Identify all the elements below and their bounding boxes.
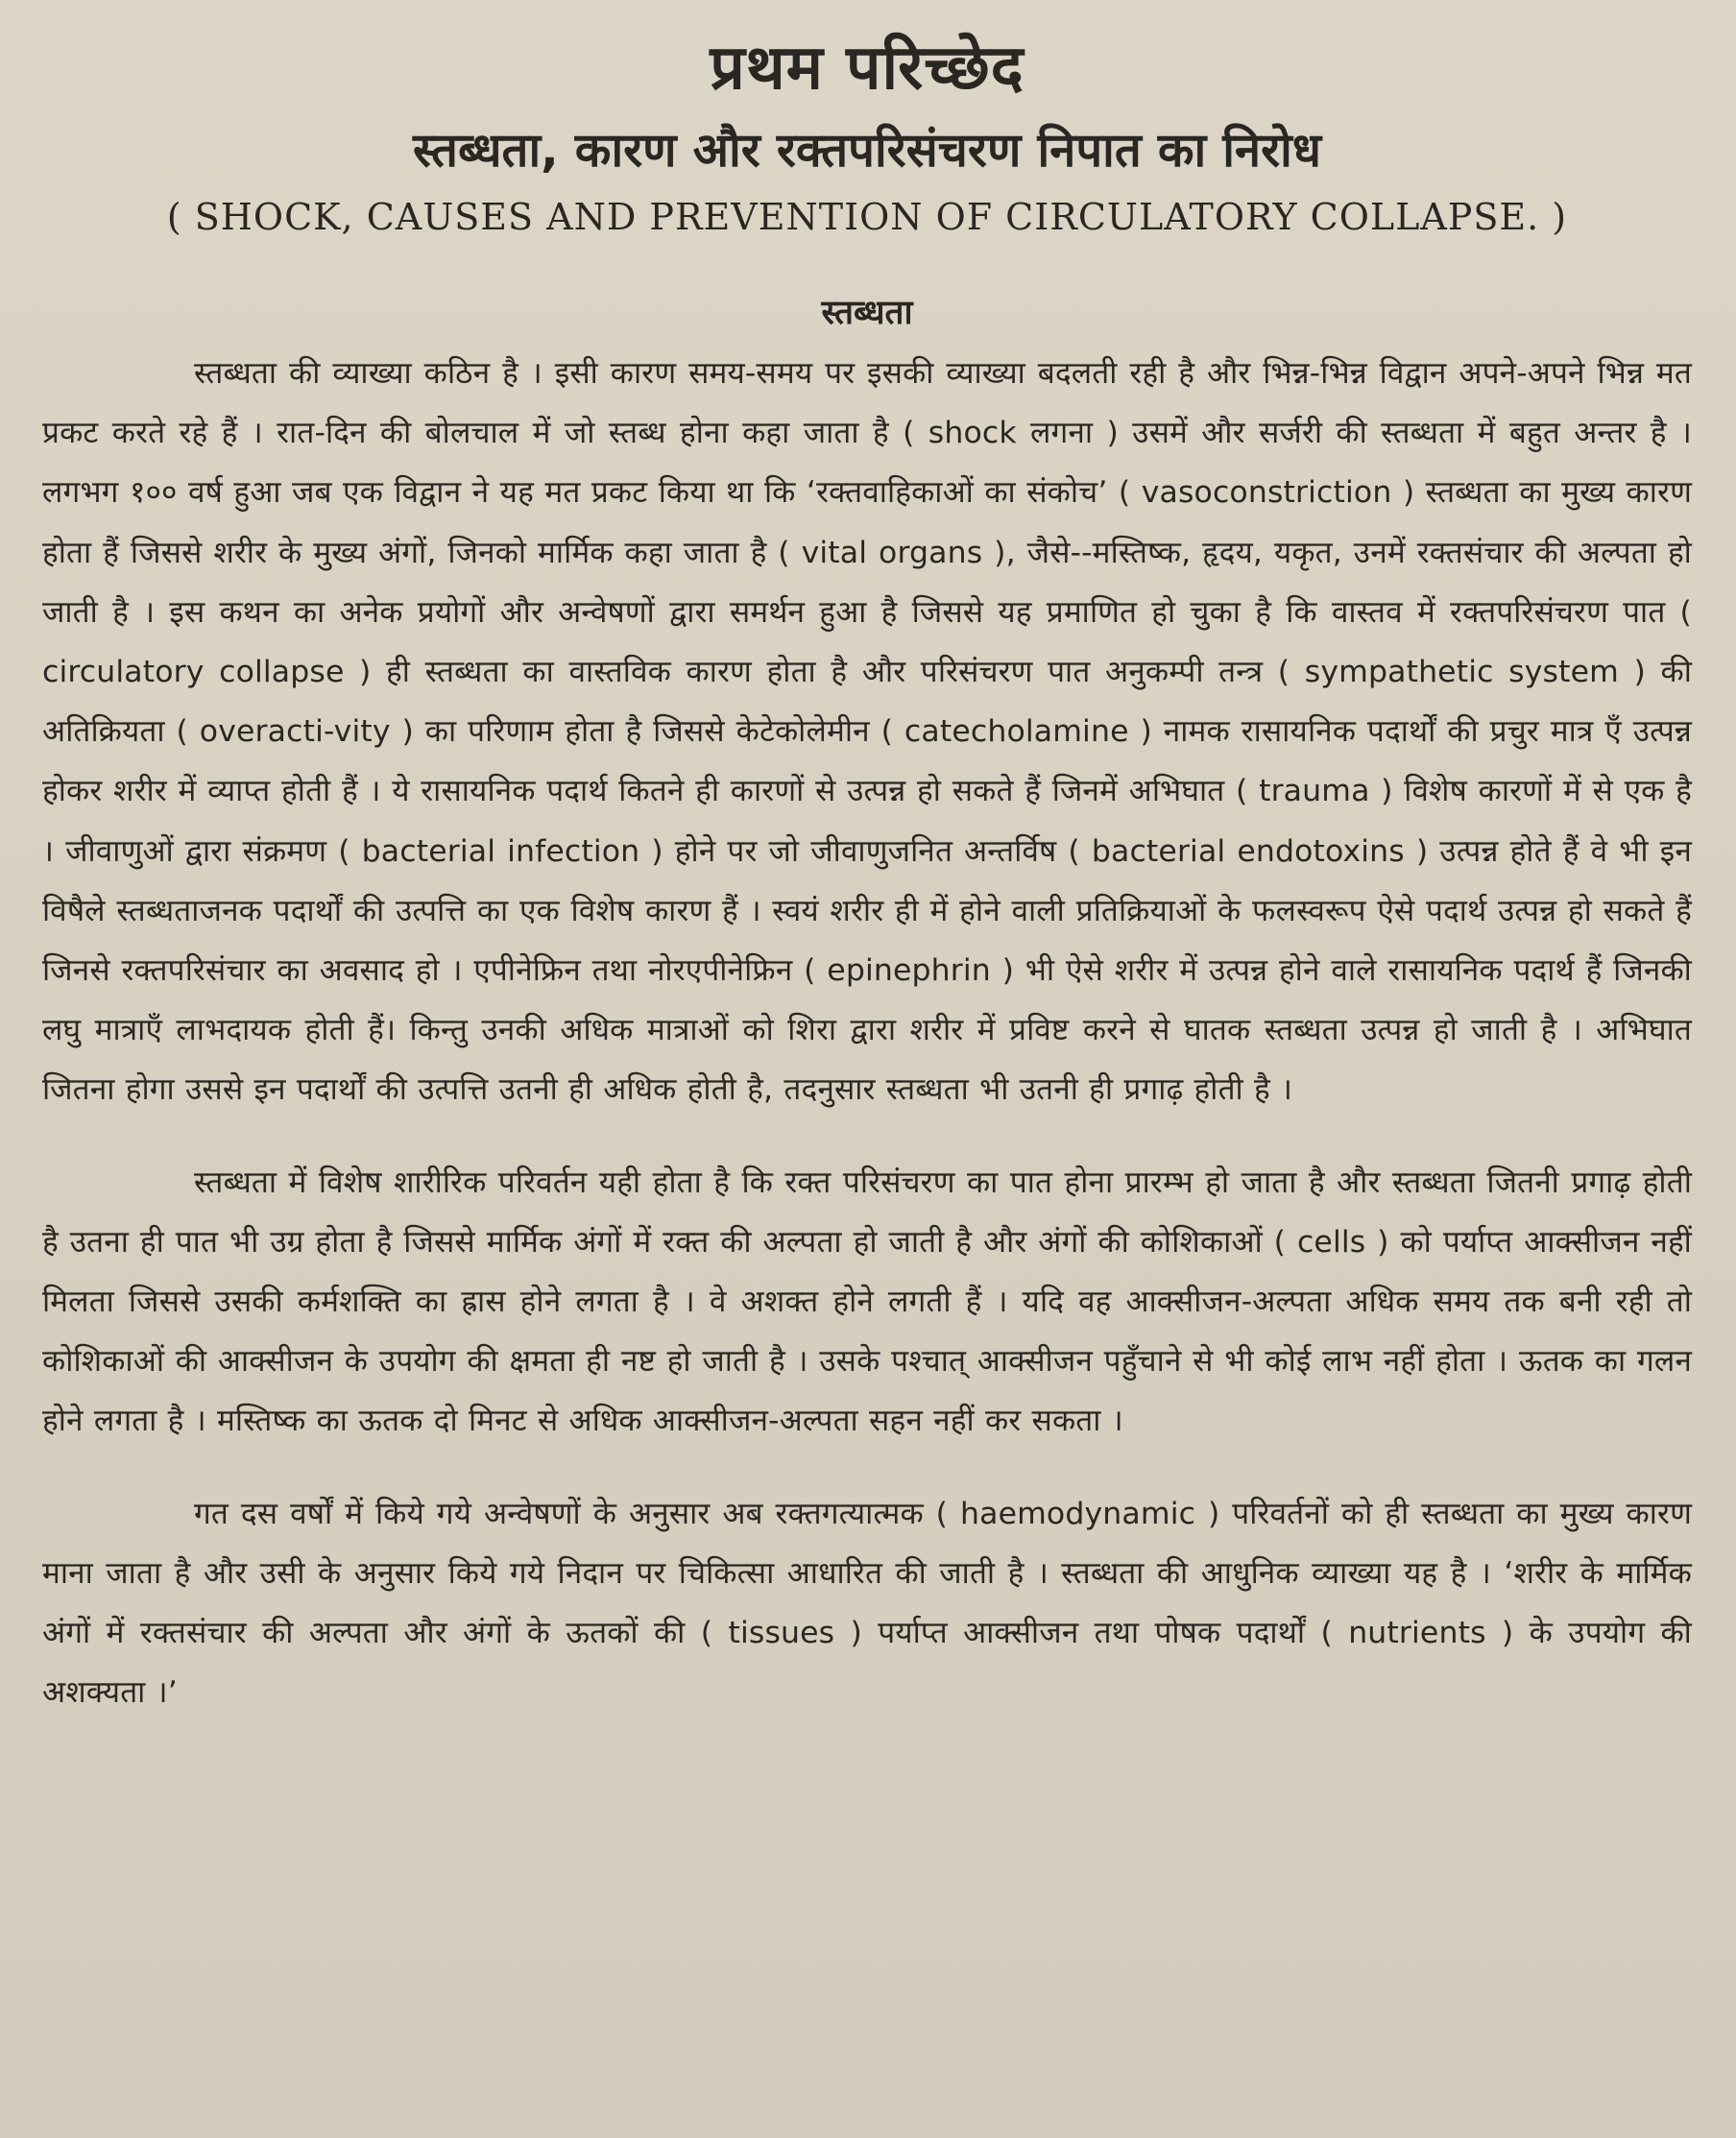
chapter-title: प्रथम परिच्छेद	[710, 33, 1025, 104]
section-heading: स्तब्धता	[821, 294, 913, 332]
paragraph-1: स्तब्धता की व्याख्या कठिन है । इसी कारण समय-समय पर इसकी व्याख्या बदलती रही है और भिन्न-भिन्न विद्वान अपने-अपने भिन्न मत प्रकट करते रहे हैं । रात-दिन की बोलचाल में जो स्तब्ध होना कहा जाता है ( shock लगना ) उसमें और सर्जरी की स्तब्धता में बहुत अन्तर है । लगभग १०० वर्ष हुआ जब एक विद्वान ने यह मत प्रकट किया था कि ‘रक्तवाहिकाओं का संकोच’ ( vasoconstriction ) स्तब्धता का मुख्य कारण होता हैं जिससे शरीर के मुख्य अंगों, जिनको मार्मिक कहा जाता है ( vital organs ), जैसे--मस्तिष्क, हृदय, यकृत, उनमें रक्तसंचार की अल्पता हो जाती है । इस कथन का अनेक प्रयोगों और अन्वेषणों द्वारा समर्थन हुआ है जिससे यह प्रमाणित हो चुका है कि वास्तव में रक्तपरिसंचरण पात ( circulatory collapse ) ही स्तब्धता का वास्तविक कारण होता है और परिसंचरण पात अनुकम्पी तन्त्र ( sympathetic system ) की अतिक्रियता ( overacti-vity ) का परिणाम होता है जिससे केटेकोलेमीन ( catecholamine ) नामक रासायनिक पदार्थों की प्रचुर मात्र एँ उत्पन्न होकर शरीर में व्याप्त होती हैं । ये रासायनिक पदार्थ कितने ही कारणों से उत्पन्न हो सकते हैं जिनमें अभिघात ( trauma ) विशेष कारणों में से एक है । जीवाणुओं द्वारा संक्रमण ( bacterial infection ) होने पर जो जीवाणुजनित अन्तर्विष ( bacterial endotoxins ) उत्पन्न होते हैं वे भी इन विषैले स्तब्धताजनक पदार्थों की उत्पत्ति का एक विशेष कारण हैं । स्वयं शरीर ही में होने वाली प्रतिक्रियाओं के फलस्वरूप ऐसे पदार्थ उत्पन्न हो सकते हैं जिनसे रक्तपरिसंचार का अवसाद हो । एपीनेफ्रिन तथा नोरएपीनेफ्रिन ( epinephrin ) भी ऐसे शरीर में उत्पन्न होने वाले रासायनिक पदार्थ हैं जिनकी लघु मात्राएँ लाभदायक होती हैं। किन्तु उनकी अधिक मात्राओं को शिरा द्वारा शरीर में प्रविष्ट करने से घातक स्तब्धता उत्पन्न हो जाती है । अभिघात जितना होगा उससे इन पदार्थों की उत्पत्ति उतनी ही अधिक होती है, तदनुसार स्तब्धता भी उतनी ही प्रगाढ़ होती है ।	[42, 356, 1692, 1108]
paragraph-3: गत दस वर्षों में किये गये अन्वेषणों के अनुसार अब रक्तगत्यात्मक ( haemodynamic ) परिवर्तनों को ही स्तब्धता का मुख्य कारण माना जाता है और उसी के अनुसार किये गये निदान पर चिकित्सा आधारित की जाती है । स्तब्धता की आधुनिक व्याख्या यह है । ‘शरीर के मार्मिक अंगों में रक्तसंचार की अल्पता और अंगों के ऊतकों की ( tissues ) पर्याप्त आक्सीजन तथा पोषक पदार्थों ( nutrients ) के उपयोग की अशक्यता ।’	[42, 1496, 1692, 1711]
paragraph-2: स्तब्धता में विशेष शारीरिक परिवर्तन यही होता है कि रक्त परिसंचरण का पात होना प्रारम्भ हो जाता है और स्तब्धता जितनी प्रगाढ़ होती है उतना ही पात भी उग्र होता है जिससे मार्मिक अंगों में रक्त की अल्पता हो जाती है और अंगों की कोशिकाओं ( cells ) को पर्याप्त आक्सीजन नहीं मिलता जिससे उसकी कर्मशक्ति का ह्रास होने लगता है । वे अशक्त होने लगती हैं । यदि वह आक्सीजन-अल्पता अधिक समय तक बनी रही तो कोशिकाओं की आक्सीजन के उपयोग की क्षमता ही नष्ट हो जाती है । उसके पश्चात् आक्सीजन पहुँचाने से भी कोई लाभ नहीं होता । ऊतक का गलन होने लगता है । मस्तिष्क का ऊतक दो मिनट से अधिक आक्सीजन-अल्पता सहन नहीं कर सकता ।	[42, 1165, 1692, 1439]
chapter-subtitle: स्तब्धता, कारण और रक्तपरिसंचरण निपात का निरोध	[413, 123, 1321, 178]
english-subtitle: ( SHOCK, CAUSES AND PREVENTION OF CIRCULATORY COLLAPSE. )	[166, 196, 1568, 238]
body-text	[42, 344, 1692, 1722]
